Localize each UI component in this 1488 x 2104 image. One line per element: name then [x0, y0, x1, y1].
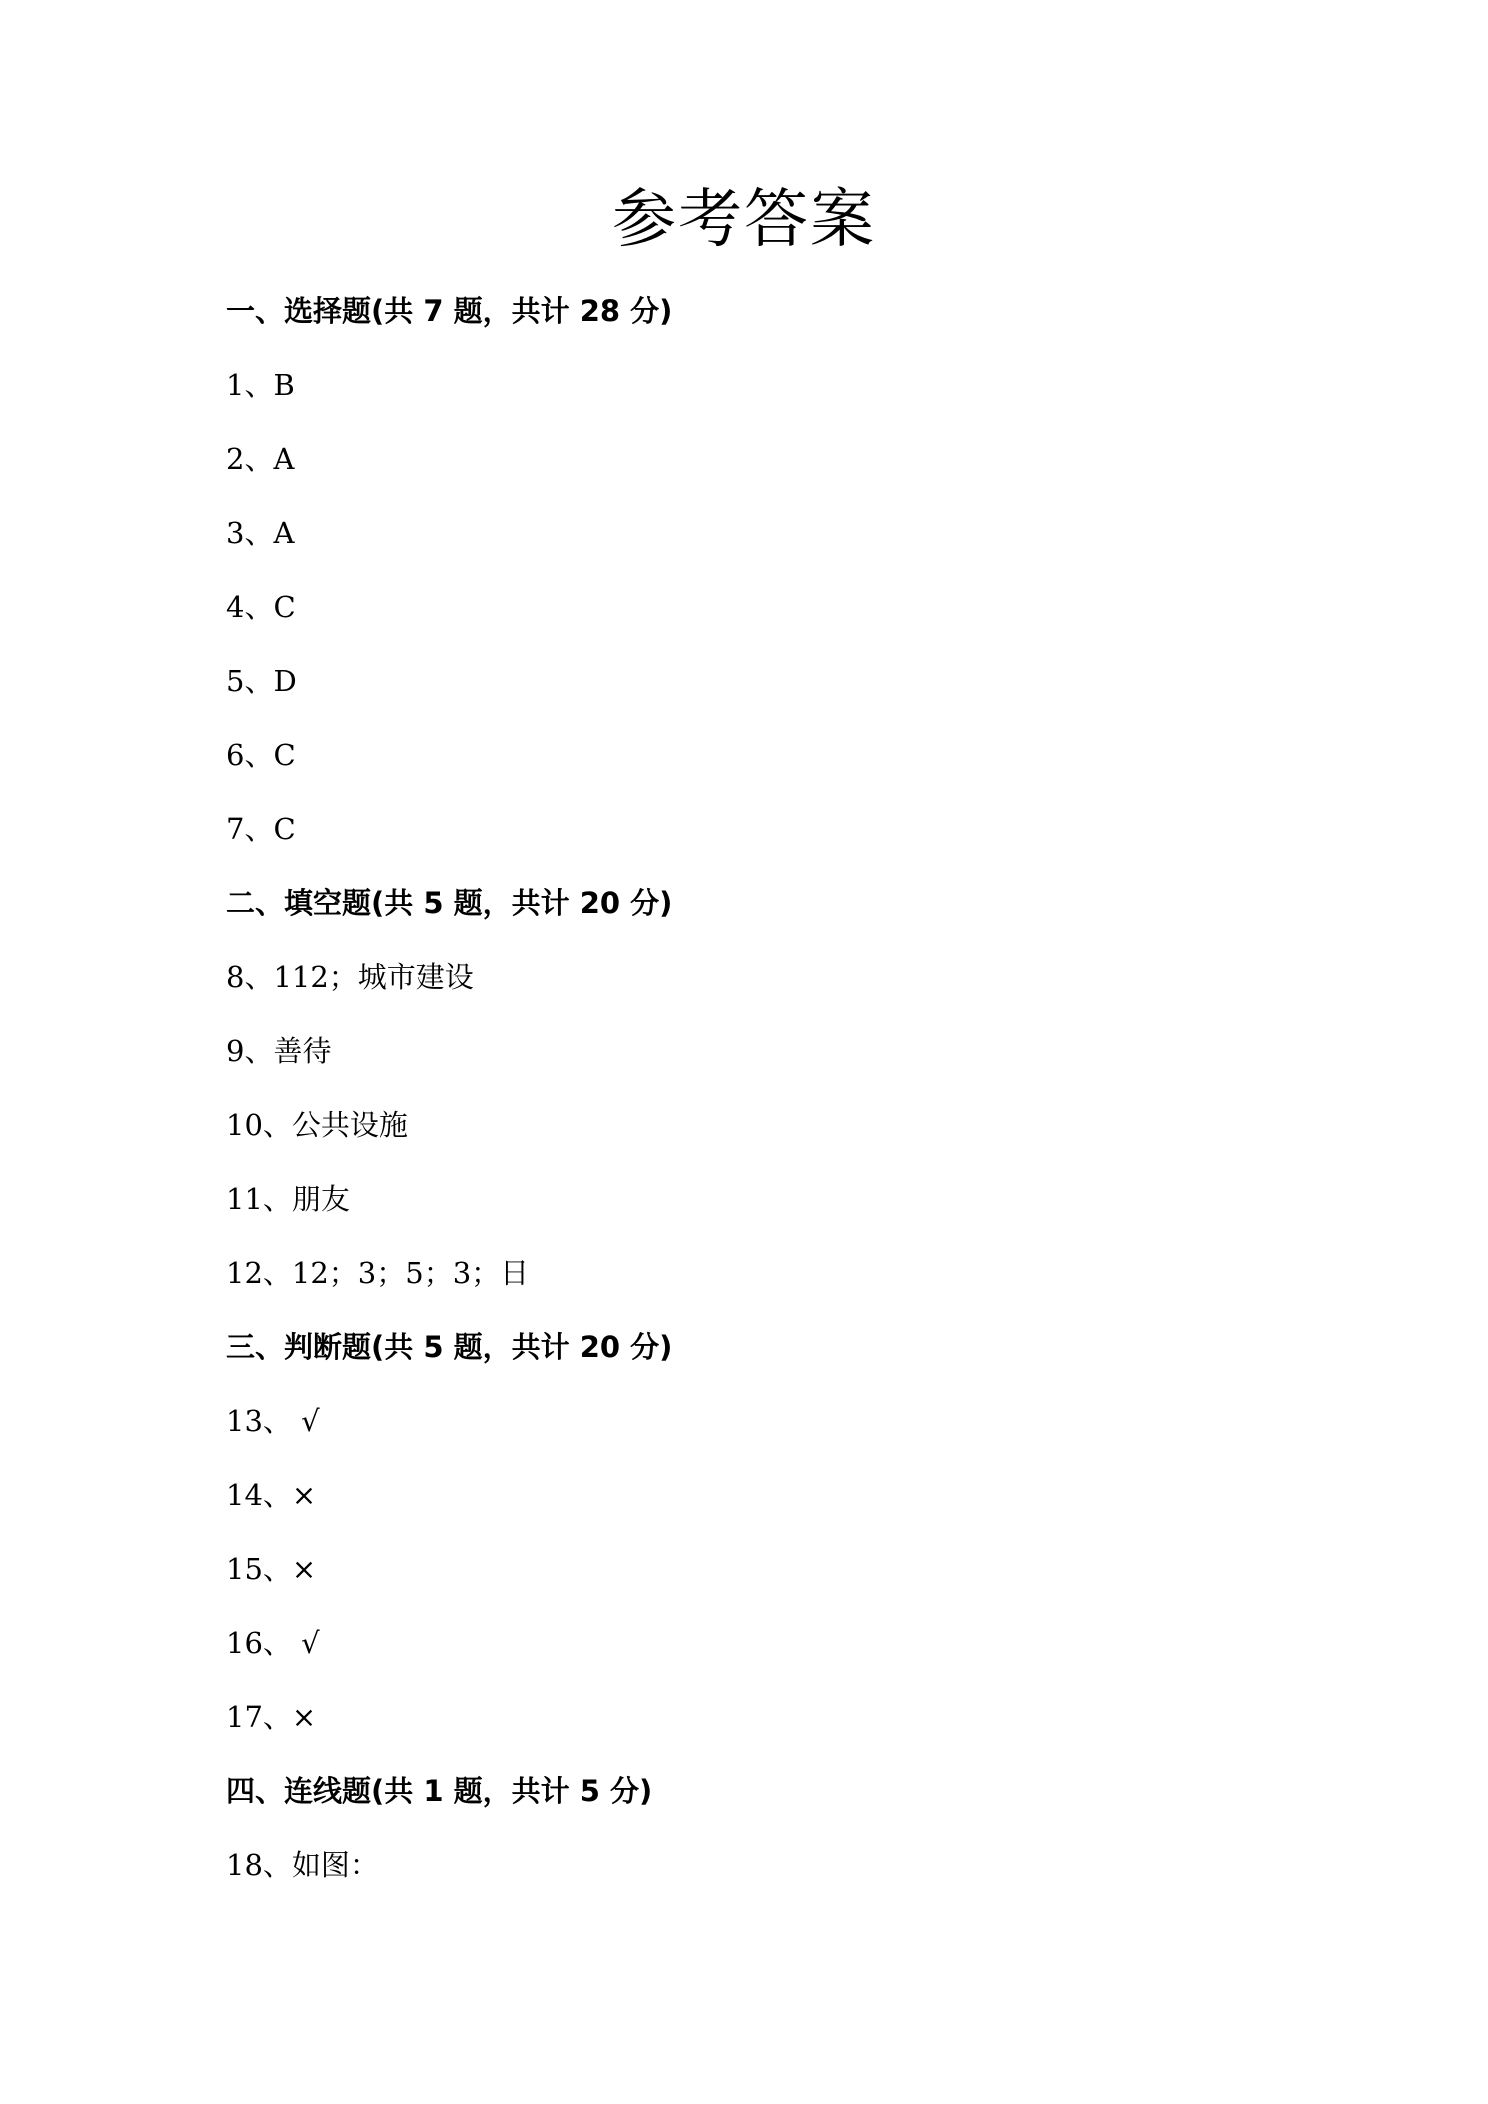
answer-item: 16、 √ [226, 1626, 320, 1660]
answer-item: 10、公共设施 [226, 1108, 408, 1142]
answer-item: 9、善待 [226, 1034, 332, 1068]
answer-item: 18、如图： [226, 1848, 379, 1882]
answer-item: 13、 √ [226, 1404, 320, 1438]
answer-item: 4、C [226, 590, 296, 624]
answer-item: 11、朋友 [226, 1182, 350, 1216]
section-heading-true-false: 三、判断题(共 5 题，共计 20 分) [226, 1330, 673, 1364]
answer-item: 14、× [226, 1478, 317, 1512]
answer-item: 1、B [226, 368, 295, 402]
page-title: 参考答案 [612, 183, 876, 257]
section-heading-matching: 四、连线题(共 1 题，共计 5 分) [226, 1774, 653, 1808]
answer-item: 15、× [226, 1552, 317, 1586]
answer-item: 3、A [226, 516, 295, 550]
answer-item: 8、112；城市建设 [226, 960, 474, 994]
answer-item: 7、C [226, 812, 296, 846]
answer-item: 17、× [226, 1700, 317, 1734]
answer-item: 6、C [226, 738, 296, 772]
answer-item: 5、D [226, 664, 297, 698]
answer-item: 12、12；3；5；3；日 [226, 1256, 530, 1290]
section-heading-fill-blank: 二、填空题(共 5 题，共计 20 分) [226, 886, 673, 920]
answer-item: 2、A [226, 442, 295, 476]
section-heading-choice: 一、选择题(共 7 题，共计 28 分) [226, 294, 673, 328]
